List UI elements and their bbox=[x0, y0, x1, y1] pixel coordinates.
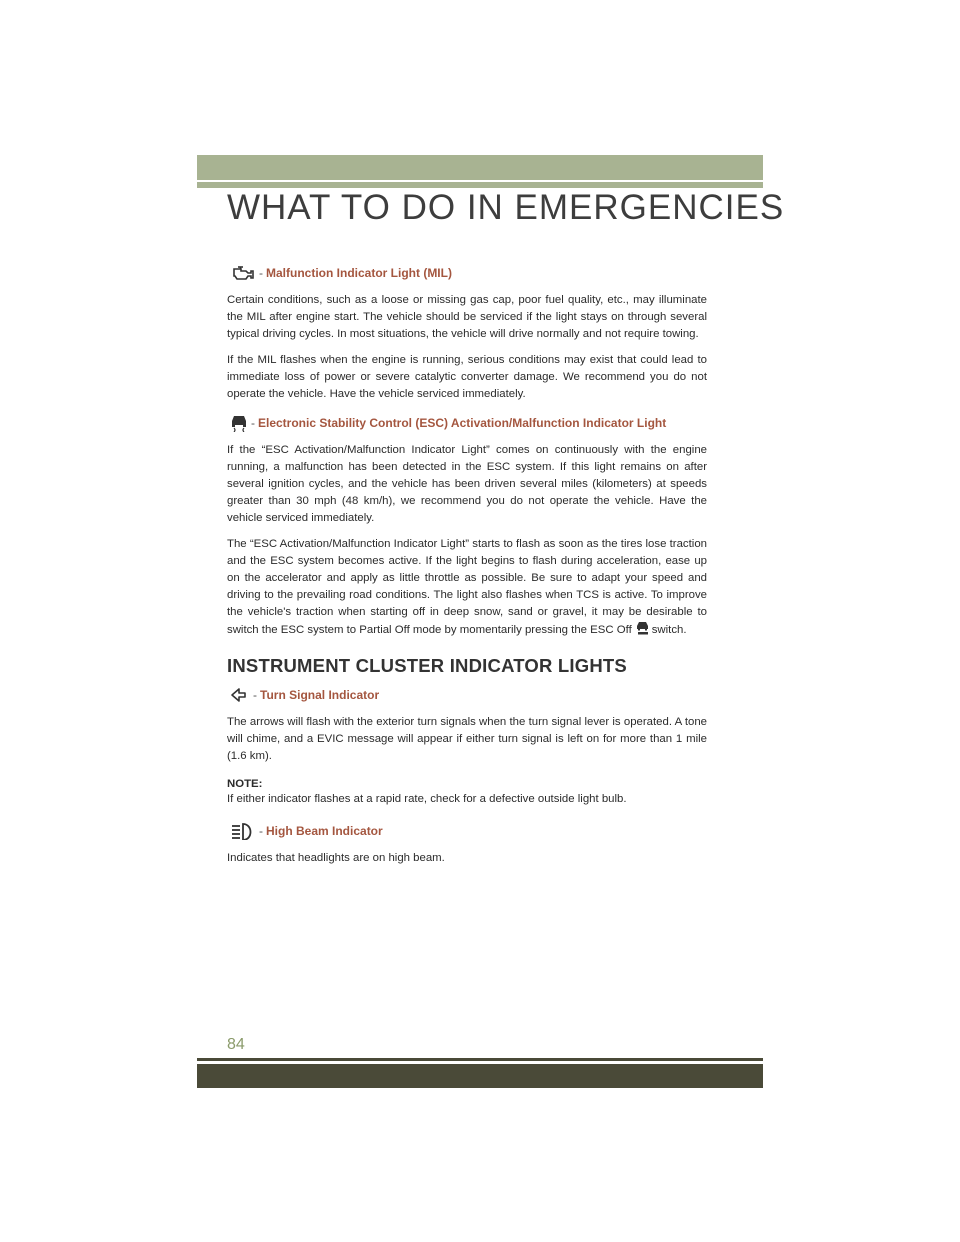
esc-flash-text: The “ESC Activation/Malfunction Indicator Light” starts to flash as soon as the tires lose traction and the ESC system becomes active. If the light begins to flash during acceleration, ease up on the accelerator and apply as little throttle as possible. Be sure to adapt your speed and driving to the prevailing road conditions. The light also flashes when TCS is active. To improve the vehicle's traction when starting off in deep snow, sand or gravel, it may be desirable to switch the ESC system to Partial Off mode by momentarily pressing the ESC Off bbox=[227, 537, 707, 636]
turn-signal-arrow-icon bbox=[229, 686, 253, 704]
mil-paragraph-2: If the MIL flashes when the engine is running, serious conditions may exist that could lead to immediate loss of power or severe catalytic converter damage. We recommend you do not operate the vehicle. Have the vehicle serviced immediately. bbox=[227, 353, 707, 400]
high-beam-heading bbox=[227, 822, 707, 840]
esc-heading bbox=[227, 414, 707, 432]
high-beam-icon bbox=[229, 822, 259, 840]
turn-signal-paragraph: The arrows will flash with the exterior turn signals when the turn signal lever is operated. A tone will chime, and a EVIC message will appear if either turn signal is left on for more than 1 mile (1.6 km). bbox=[227, 716, 707, 763]
high-beam-title: High Beam Indicator bbox=[266, 824, 383, 839]
turn-signal-heading bbox=[227, 686, 707, 704]
mil-paragraph-1: Certain conditions, such as a loose or missing gas cap, poor fuel quality, etc., may illuminate the MIL after engine start. The vehicle should be serviced if the light stays on through several typical driving cycles. In most situations, the vehicle will drive normally and not require towing. bbox=[227, 294, 707, 340]
esc-paragraph-2 bbox=[227, 536, 707, 638]
footer-rule bbox=[197, 1058, 763, 1061]
esc-title: Electronic Stability Control (ESC) Activation/Malfunction Indicator Light bbox=[258, 416, 667, 431]
high-beam-paragraph: Indicates that headlights are on high beam. bbox=[227, 852, 445, 865]
mil-dash: - bbox=[259, 266, 263, 280]
note-label: NOTE: bbox=[227, 778, 263, 791]
mil-title: Malfunction Indicator Light (MIL) bbox=[266, 266, 452, 280]
cluster-heading: INSTRUMENT CLUSTER INDICATOR LIGHTS bbox=[227, 655, 627, 677]
section-title: WHAT TO DO IN EMERGENCIES bbox=[227, 188, 785, 227]
check-engine-icon bbox=[229, 264, 259, 282]
mil-heading bbox=[227, 264, 707, 282]
esc-off-icon bbox=[635, 621, 651, 635]
turn-signal-title: Turn Signal Indicator bbox=[260, 688, 380, 703]
esc-skid-icon bbox=[229, 414, 251, 432]
turn-signal-dash: - bbox=[253, 688, 257, 703]
note-text: If either indicator flashes at a rapid rate, check for a defective outside light bulb. bbox=[227, 793, 627, 806]
esc-paragraph-1: If the “ESC Activation/Malfunction Indicator Light” comes on continuously with the engine running, a malfunction has been detected in the ESC system. If this light remains on after several ignition cycles, and the vehicle has been driven several miles (kilometers) at speeds greater than 30 mph (48 km/h), we recommend you do not operate the vehicle. Have the vehicle serviced immediately. bbox=[227, 444, 707, 525]
esc-flash-text-end: switch. bbox=[651, 623, 687, 636]
header-band bbox=[197, 155, 763, 180]
page-content bbox=[227, 264, 707, 876]
esc-dash: - bbox=[251, 416, 255, 431]
footer-band bbox=[197, 1064, 763, 1088]
page-number: 84 bbox=[227, 1036, 245, 1053]
high-beam-dash: - bbox=[259, 824, 263, 839]
